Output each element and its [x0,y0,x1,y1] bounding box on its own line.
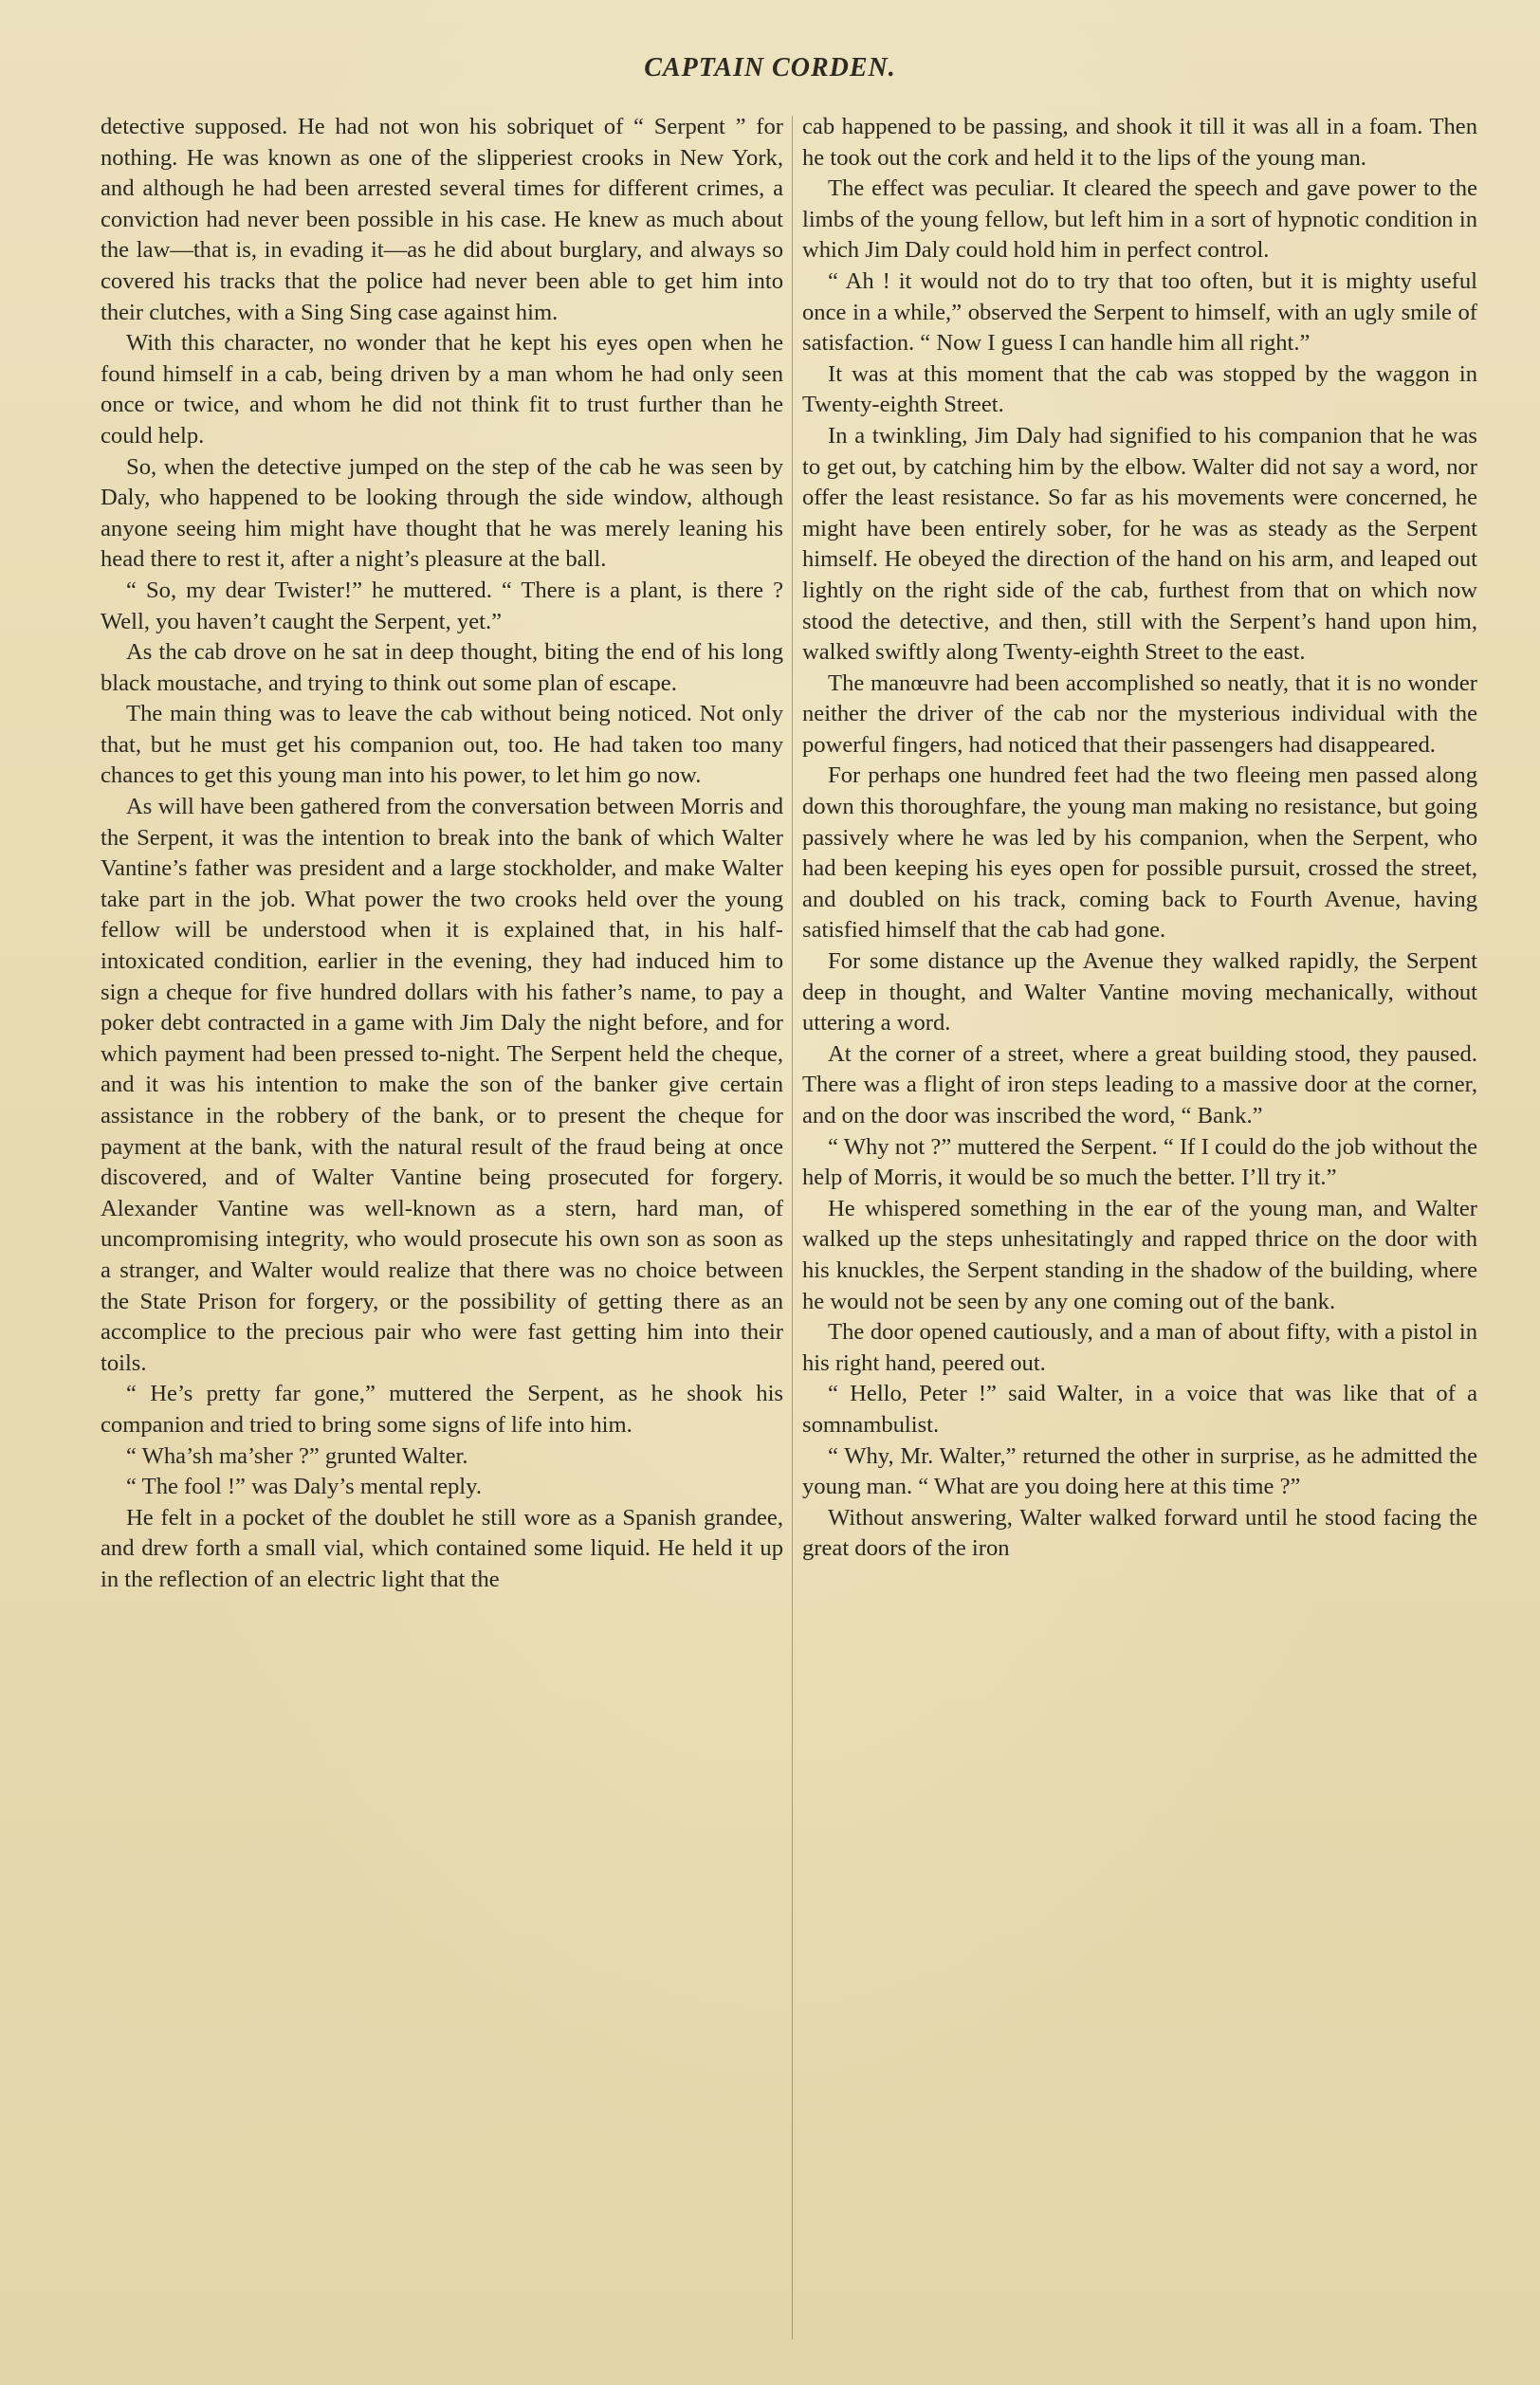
paragraph: It was at this moment that the cab was stopped by the waggon in Twenty-eighth Street. [802,360,1477,418]
paragraph: He whispered something in the ear of the young man, and Walter walked up the steps unhesitatingly and rapped thrice on the door with his knuckles, the Serpent standing in the shadow of the building, where he would not be seen by any one coming out of the bank. [802,1195,1477,1314]
paragraph: detective supposed. He had not won his sobriquet of “ Serpent ” for nothing. He was known as one of the slipperiest crooks in New York, and although he had been arrested several times for different crimes, a conviction had never been possible in his case. He knew as much about the law—that is, in evading it—as he did about burglary, and always so covered his tracks that the police had never been able to get him into their clutches, with a Sing Sing case against him. [101,114,783,325]
paragraph: Without answering, Walter walked forward until he stood facing the great doors of the iron [802,1504,1477,1562]
paragraph: As the cab drove on he sat in deep thought, biting the end of his long black moustache, and trying to think out some plan of escape. [101,639,783,696]
paragraph: “ Why not ?” muttered the Serpent. “ If I could do the job without the help of Morris, it would be so much the better. I’ll try it.” [802,1133,1477,1191]
left-column [101,112,783,2350]
right-column [802,112,1477,2350]
paragraph: “ Hello, Peter !” said Walter, in a voice that was like that of a somnambulist. [802,1381,1477,1438]
paragraph: As will have been gathered from the conversation between Morris and the Serpent, it was the intention to break into the bank of which Walter Vantine’s father was president and a large stockholder, and make Walter take part in the job. What power the two crooks held over the young fellow will be understood when it is explained that, in his half-intoxicated condition, earlier in the evening, they had induced him to sign a cheque for five hundred dollars with his father’s name, to pay a poker debt contracted in a game with Jim Daly the night before, and for which payment had been pressed to-night. The Serpent held the cheque, and it was his intention to make the son of the banker give certain assistance in the robbery of the bank, or to present the cheque for payment at the bank, with the natural result of the fraud being at once discovered, and of Walter Vantine being prosecuted for forgery. Alexander Vantine was well-known as a stern, hard man, of uncompromising integrity, who would prosecute his own son as soon as a stranger, and Walter would realize that there was no choice between the State Prison for forgery, or the possibility of getting there as an accomplice to the precious pair who were fast getting him into their toils. [101,794,783,1376]
paragraph: “ So, my dear Twister!” he muttered. “ There is a plant, is there ? Well, you haven’t caught the Serpent, yet.” [101,577,783,634]
paragraph: “ Ah ! it would not do to try that too often, but it is mighty useful once in a while,” observed the Serpent to himself, with an ugly smile of satisfaction. “ Now I guess I can handle him all right.” [802,267,1477,357]
paragraph: For perhaps one hundred feet had the two fleeing men passed along down this thoroughfare, the young man making no resistance, but going passively where he was led by his companion, when the Serpent, who had been keeping his eyes open for possible pursuit, crossed the street, and doubled on his track, coming back to Fourth Avenue, having satisfied himself that the cab had gone. [802,762,1477,944]
paragraph: In a twinkling, Jim Daly had signified to his companion that he was to get out, by catching him by the elbow. Walter did not say a word, nor offer the least resistance. So far as his movements were concerned, he might have been entirely sober, for he was as steady as the Serpent himself. He obeyed the direction of the hand on his arm, and leaped out lightly on the right side of the cab, furthest from that on which now stood the detective, and then, still with the Serpent’s hand upon him, walked swiftly along Twenty-eighth Street to the east. [802,422,1477,666]
paragraph: With this character, no wonder that he kept his eyes open when he found himself in a cab, being driven by a man whom he had only seen once or twice, and whom he did not think fit to trust further than he could help. [101,330,783,449]
paragraph: For some distance up the Avenue they walked rapidly, the Serpent deep in thought, and Walter Vantine moving mechanically, without uttering a word. [802,948,1477,1037]
paragraph: So, when the detective jumped on the step of the cab he was seen by Daly, who happened to be looking through the side window, although anyone seeing him might have thought that he was merely leaning his head there to rest it, after a night’s pleasure at the ball. [101,453,783,573]
running-head: CAPTAIN CORDEN. [644,53,896,83]
paragraph: The effect was peculiar. It cleared the speech and gave power to the limbs of the young fellow, but left him in a sort of hypnotic condition in which Jim Daly could hold him in perfect control. [802,175,1477,264]
paragraph: “ He’s pretty far gone,” muttered the Serpent, as he shook his companion and tried to bring some signs of life into him. [101,1381,783,1438]
paragraph: The door opened cautiously, and a man of about fifty, with a pistol in his right hand, peered out. [802,1319,1477,1376]
column-divider [792,116,793,2339]
paragraph: “ Why, Mr. Walter,” returned the other in surprise, as he admitted the young man. “ What are you doing here at this time ?” [802,1442,1477,1500]
paragraph: “ The fool !” was Daly’s mental reply. [126,1474,482,1500]
paragraph: He felt in a pocket of the doublet he still wore as a Spanish grandee, and drew forth a small vial, which contained some liquid. He held it up in the reflection of an electric light that the [101,1504,783,1592]
paragraph: At the corner of a street, where a great building stood, they paused. There was a flight of iron steps leading to a massive door at the corner, and on the door was inscribed the word, “ Bank.” [802,1040,1477,1128]
paragraph: The main thing was to leave the cab without being noticed. Not only that, but he must get his companion out, too. He had taken too many chances to get this young man into his power, to let him go now. [101,701,783,789]
paragraph: The manœuvre had been accomplished so neatly, that it is no wonder neither the driver of the cab nor the mysterious individual with the powerful fingers, had noticed that their passengers had disappeared. [802,670,1477,758]
paragraph: “ Wha’sh ma’sher ?” grunted Walter. [126,1442,468,1469]
paragraph: cab happened to be passing, and shook it till it was all in a foam. Then he took out the cork and held it to the lips of the young man. [802,114,1477,171]
